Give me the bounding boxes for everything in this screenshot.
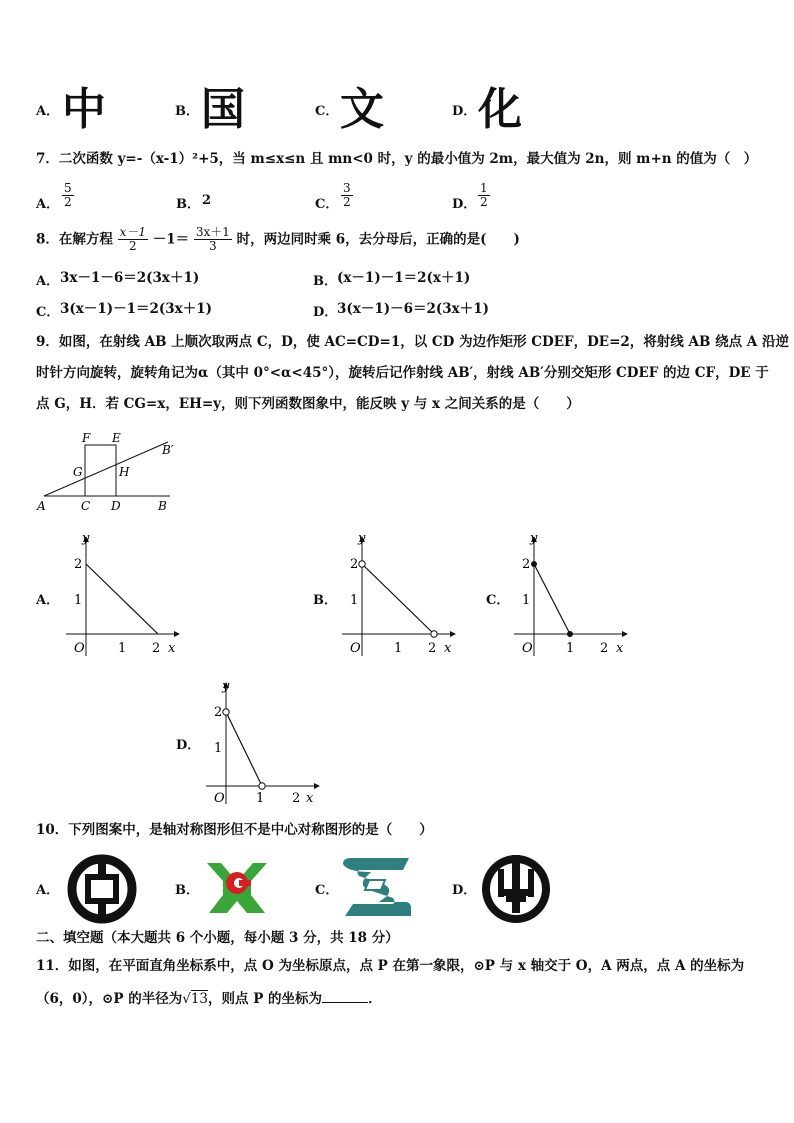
- svg-text:1: 1: [350, 593, 359, 608]
- svg-text:2: 2: [600, 641, 609, 656]
- svg-text:O: O: [74, 641, 85, 656]
- q7-option-a-fraction: $\frac{5}{2}$: [64, 181, 72, 209]
- q7-stem: 7．二次函数 y=-（x-1）²+5，当 m≤x≤n 且 mn<0 时，y 的最小值为 2m，最大值为 2n，则 m+n 的值为（ ）: [36, 151, 758, 167]
- svg-text:1: 1: [214, 741, 223, 756]
- icbc-style-logo-icon: [201, 851, 273, 923]
- svg-text:2: 2: [214, 705, 223, 720]
- label-f: F: [82, 431, 91, 445]
- s-shaped-logo-icon: [339, 856, 415, 918]
- q9-graph-a-letter: A．: [36, 593, 60, 608]
- svg-text:2: 2: [74, 557, 83, 572]
- q11-line-1: 11．如图，在平面直角坐标系中，点 O 为坐标原点，点 P 在第一象限，⊙P 与 x 轴交于 O，A 两点，点 A 的坐标为: [36, 958, 745, 974]
- q6-option-b-letter: B．: [175, 104, 199, 119]
- q10-stem: 10．下列图案中，是轴对称图形但不是中心对称图形的是（ ）: [36, 822, 433, 838]
- label-h: H: [119, 465, 130, 479]
- q9-graph-a: [62, 532, 182, 660]
- q9-line-1: 9．如图，在射线 AB 上顺次取两点 C，D，使 AC=CD=1，以 CD 为边作矩形 CDEF，DE=2，将射线 AB 绕点 A 沿逆: [36, 334, 789, 350]
- q8-option-a-letter: A．: [36, 274, 60, 289]
- q8-option-b-letter: B．: [313, 274, 337, 289]
- q9-figure: [34, 426, 194, 516]
- svg-text:x: x: [444, 641, 452, 656]
- svg-text:1: 1: [394, 641, 403, 656]
- q8-stem: 8．在解方程 $\frac{x-1}{2}$ －1＝ $\frac{3x+1}{3}$ 时，两边同时乘 6，去分母后，正确的是( ): [36, 225, 520, 253]
- q8-option-a-text: 3x－1－6＝2(3x＋1): [60, 270, 200, 286]
- q6-option-a-letter: A．: [36, 104, 60, 119]
- q10-option-a-letter: A．: [36, 883, 60, 898]
- q9-graph-d-letter: D．: [176, 738, 201, 753]
- q8-option-b-text: (x－1)－1＝2(x＋1): [337, 270, 471, 286]
- q6-option-a-char: 中: [62, 84, 106, 135]
- label-b-prime: B′: [162, 443, 174, 457]
- q7-option-c-fraction: $\frac{3}{2}$: [343, 181, 351, 209]
- q9-graph-b: [338, 532, 458, 660]
- q6-option-c-letter: C．: [315, 104, 339, 119]
- q8-option-d-text: 3(x－1)－6＝2(3x＋1): [337, 301, 490, 317]
- svg-text:1: 1: [256, 791, 265, 806]
- graph-c-line: [534, 564, 570, 634]
- svg-text:2: 2: [152, 641, 161, 656]
- q6-option-b-char: 国: [201, 84, 245, 135]
- q9-graph-b-letter: B．: [313, 593, 337, 608]
- sqrt-radicand: 13: [190, 991, 208, 1007]
- q8-option-c-letter: C．: [36, 305, 60, 320]
- q10-option-b-letter: B．: [175, 883, 199, 898]
- q7-option-b-letter: B．: [176, 197, 200, 212]
- q7-option-c-letter: C．: [315, 197, 339, 212]
- graph-b-line: [362, 564, 434, 634]
- q6-option-d-letter: D．: [452, 104, 477, 119]
- graph-b-open-point-start: [359, 561, 365, 567]
- svg-text:O: O: [522, 641, 533, 656]
- q6-options: [0, 80, 794, 140]
- label-b: B: [158, 499, 167, 513]
- label-c: C: [81, 499, 91, 513]
- graph-a-line: [86, 564, 158, 634]
- ray-ab-prime: [44, 442, 168, 496]
- q8-fraction-1: $\frac{x-1}{2}$: [119, 225, 147, 253]
- q7-options: [36, 182, 736, 222]
- svg-text:1: 1: [522, 593, 531, 608]
- svg-text:1: 1: [566, 641, 575, 656]
- q6-option-c-char: 文: [340, 84, 384, 135]
- section-2-heading: 二、填空题（本大题共 6 个小题，每小题 3 分，共 18 分）: [36, 930, 399, 946]
- svg-text:1: 1: [74, 593, 83, 608]
- q9-graph-c: [510, 532, 630, 660]
- q11-line-2: （6，0），⊙P 的半径为√13，则点 P 的坐标为 ．: [36, 991, 382, 1007]
- graph-d-open-point-start: [223, 709, 229, 715]
- q7-option-d-fraction: $\frac{1}{2}$: [480, 181, 488, 209]
- label-d: D: [111, 499, 121, 513]
- answer-blank: [322, 1002, 368, 1003]
- q8-fraction-2: $\frac{3x+1}{3}$: [195, 225, 230, 253]
- svg-text:x: x: [168, 641, 176, 656]
- graph-d-line: [226, 712, 262, 786]
- svg-text:y: y: [530, 532, 538, 546]
- q9-graph-d: [202, 678, 322, 806]
- graph-d-open-point-end: [259, 783, 265, 789]
- svg-text:2: 2: [292, 791, 301, 806]
- q7-option-a-letter: A．: [36, 197, 60, 212]
- svg-text:y: y: [358, 532, 366, 546]
- bank-of-china-logo-icon: [62, 849, 142, 929]
- q6-option-d-char: 化: [478, 84, 522, 135]
- q7-option-d-letter: D．: [452, 197, 477, 212]
- graph-c-solid-point-start: [531, 561, 537, 567]
- svg-text:y: y: [82, 532, 90, 546]
- rectangle-cdef: [85, 445, 116, 496]
- q8-option-c-text: 3(x－1)－1＝2(3x＋1): [60, 301, 213, 317]
- label-a: A: [37, 499, 46, 513]
- q7-option-b-value: 2: [202, 193, 212, 208]
- q9-line-3: 点 G，H．若 CG=x，EH=y，则下列函数图象中，能反映 y 与 x 之间关系的是（ ）: [36, 396, 580, 412]
- svg-text:x: x: [616, 641, 624, 656]
- q10-option-c-letter: C．: [315, 883, 339, 898]
- q9-graph-c-letter: C．: [486, 593, 510, 608]
- svg-text:O: O: [214, 791, 225, 806]
- q10-option-d-letter: D．: [452, 883, 477, 898]
- svg-text:x: x: [306, 791, 314, 806]
- q8-option-d-letter: D．: [313, 305, 338, 320]
- sqrt-symbol: √: [182, 991, 191, 1007]
- graph-c-solid-point-end: [567, 631, 573, 637]
- label-g: G: [73, 465, 83, 479]
- svg-text:O: O: [350, 641, 361, 656]
- svg-text:2: 2: [522, 557, 531, 572]
- graph-b-open-point-end: [431, 631, 437, 637]
- svg-text:1: 1: [118, 641, 127, 656]
- svg-text:2: 2: [350, 557, 359, 572]
- label-e: E: [112, 431, 121, 445]
- svg-text:2: 2: [428, 641, 437, 656]
- agricultural-bank-logo-icon: [476, 849, 556, 929]
- svg-text:y: y: [222, 679, 230, 694]
- q9-line-2: 时针方向旋转，旋转角记为α（其中 0°<α<45°），旋转后记作射线 AB′，射线 AB′分别交矩形 CDEF 的边 CF，DE 于: [36, 365, 769, 381]
